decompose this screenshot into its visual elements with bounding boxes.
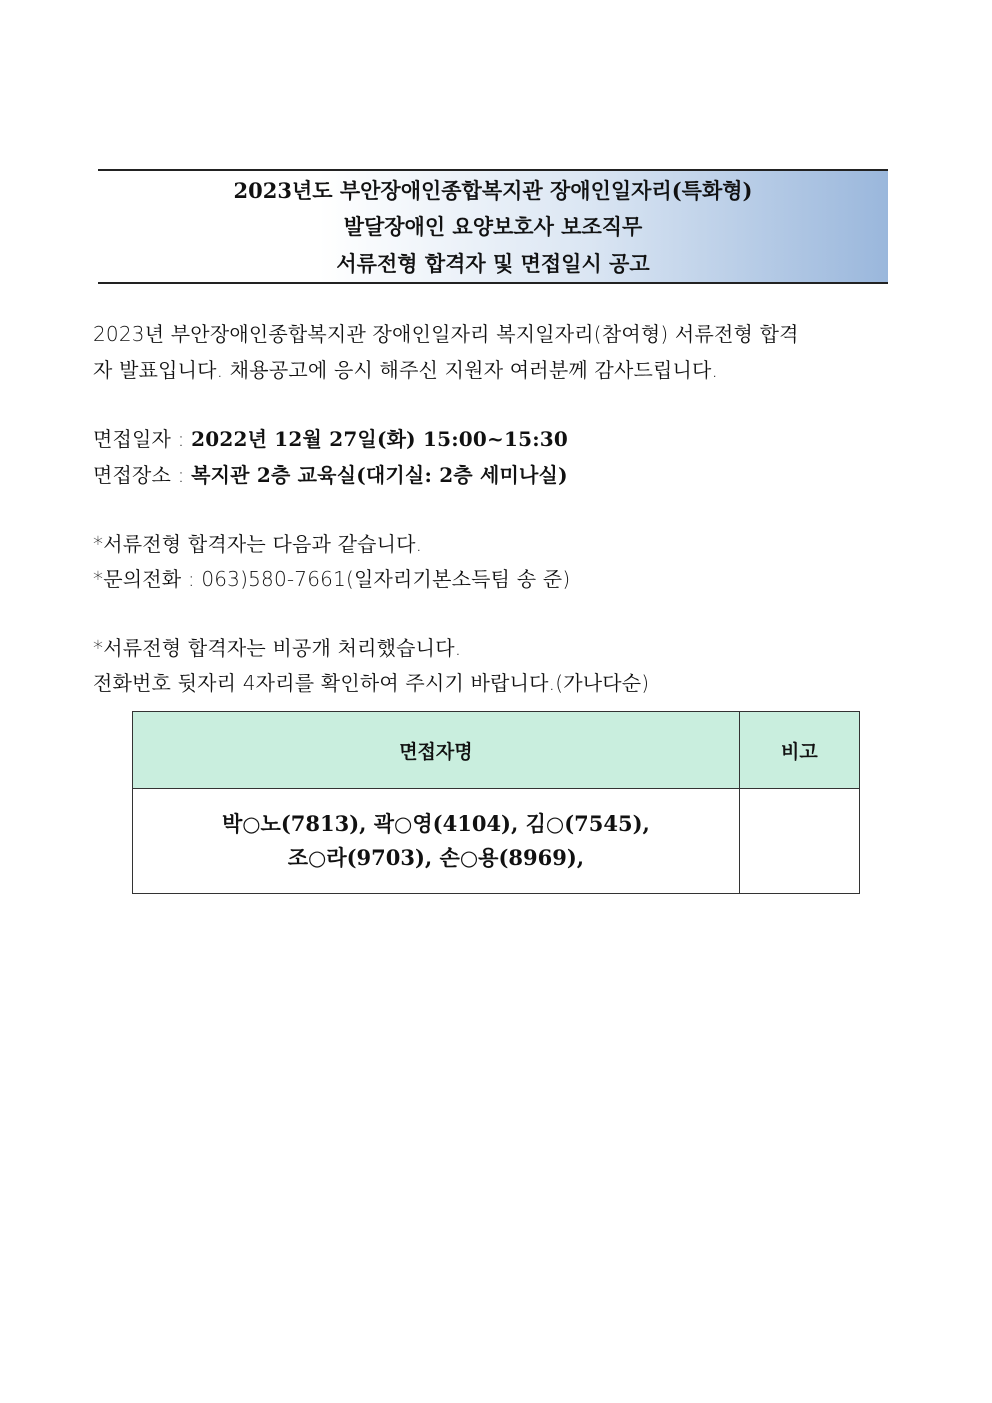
title-line-2: 발달장애인 요양보호사 보조직무: [343, 214, 643, 239]
table-header-row: [133, 712, 860, 789]
announcement-title-box: [98, 169, 888, 284]
candidate-names-cell: [133, 789, 740, 894]
interview-date-label: 면접일자 :: [93, 427, 192, 451]
passed-candidates-table: [132, 711, 860, 894]
note-private: *서류전형 합격자는 비공개 처리했습니다.: [93, 636, 462, 660]
table-row: [133, 789, 860, 894]
candidate-names-line-2: 조○라(9703), 손○용(8969),: [287, 845, 585, 870]
candidate-names-line-1: 박○노(7813), 곽○영(4104), 김○(7545),: [221, 811, 650, 836]
interview-place: [93, 459, 898, 491]
interview-date-value: 2022년 12월 27일(화) 15:00~15:30: [191, 427, 569, 451]
note-phone-digits: 전화번호 뒷자리 4자리를 확인하여 주시기 바랍니다.(가나다순): [93, 671, 650, 695]
header-interviewee-name: 면접자명: [133, 712, 740, 789]
remarks-cell: [739, 789, 859, 894]
title-line-3: 서류전형 합격자 및 면접일시 공고: [336, 251, 650, 276]
note-pass-list: *서류전형 합격자는 다음과 같습니다.: [93, 532, 423, 556]
note-contact: *문의전화 : 063)580-7661(일자리기본소득팀 송 준): [93, 567, 571, 591]
title-line-1: 2023년도 부안장애인종합복지관 장애인일자리(특화형): [233, 178, 753, 203]
header-remarks: 비고: [739, 712, 859, 789]
interview-date: [93, 423, 898, 455]
interview-place-label: 면접장소 :: [93, 463, 192, 487]
intro-line-2: 자 발표입니다. 채용공고에 응시 해주신 지원자 여러분께 감사드립니다.: [93, 358, 719, 382]
intro-line-1: 2023년 부안장애인종합복지관 장애인일자리 복지일자리(참여형) 서류전형 합격: [93, 322, 799, 346]
interview-place-value: 복지관 2층 교육실(대기실: 2층 세미나실): [191, 463, 568, 487]
